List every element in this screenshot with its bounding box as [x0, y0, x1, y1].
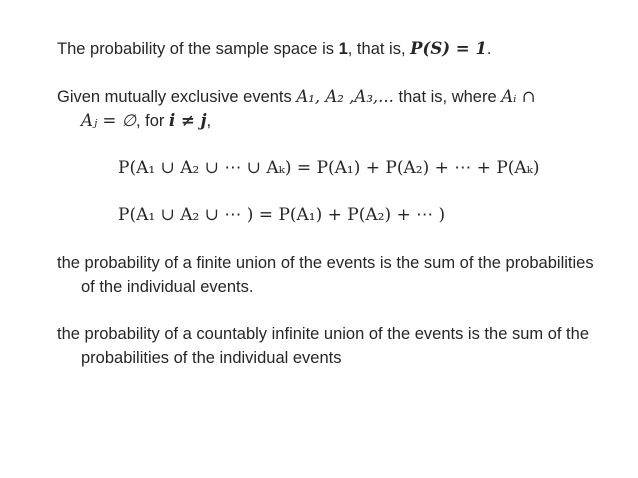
additivity-text: Given mutually exclusive events	[57, 88, 297, 106]
finite-union-note-line1: the probability of a finite union of the events is the sum of the probabilities	[57, 254, 594, 272]
axiom-text: The probability of the sample space is	[57, 40, 339, 58]
condition-text: , for	[135, 112, 169, 130]
axiom-formula: P(S) = 1	[410, 39, 487, 58]
additivity-tail: that is, where	[393, 88, 502, 106]
axiom-sample-space	[57, 38, 491, 60]
axiom-one: 1	[338, 40, 348, 58]
events-list: A₁, A₂ ,A₃,...	[296, 87, 394, 106]
axiom-end: .	[486, 40, 492, 58]
axiom-sep: , that is,	[347, 40, 411, 58]
index-condition: i ≠ j	[168, 111, 207, 130]
condition-end: ,	[206, 112, 212, 130]
empty-intersection: Aⱼ = ∅	[81, 111, 136, 130]
countable-union-note-line1: the probability of a countably infinite union of the events is the sum of the	[57, 325, 589, 343]
countable-additivity-equation: P(A₁ ∪ A₂ ∪ ⋯ ) = P(A₁) + P(A₂) + ⋯ )	[118, 205, 446, 225]
countable-union-note-line2: probabilities of the individual events	[81, 349, 342, 367]
finite-additivity-equation: P(A₁ ∪ A₂ ∪ ⋯ ∪ Aₖ) = P(A₁) + P(A₂) + ⋯ + P(Aₖ)	[118, 158, 540, 178]
disjoint-condition	[81, 110, 211, 132]
intersection-formula: Aᵢ ∩	[501, 87, 536, 106]
additivity-intro	[57, 86, 536, 108]
finite-union-note-line2: of the individual events.	[81, 278, 254, 296]
